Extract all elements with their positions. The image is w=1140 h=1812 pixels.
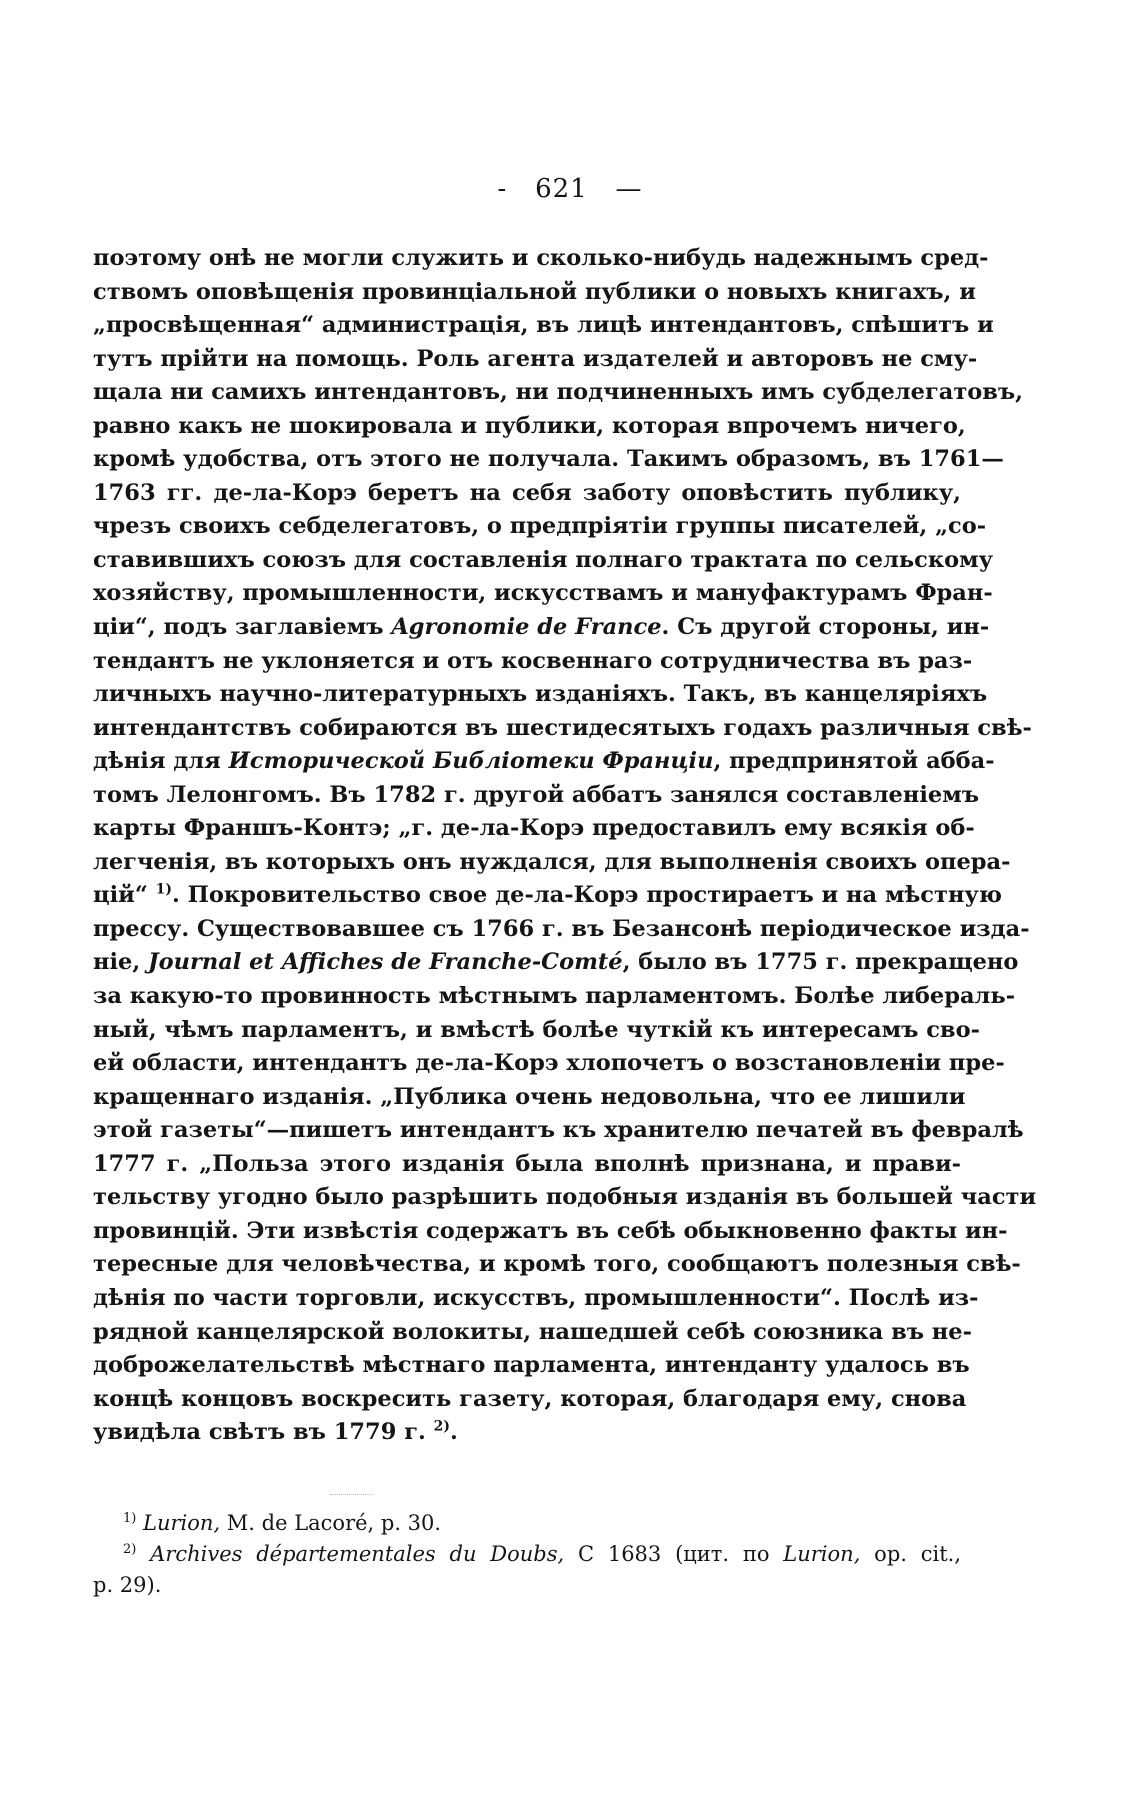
body-text-segment: чрезъ своихъ себделегатовъ, о предпріятіи группы писателей, „со- — [93, 513, 987, 540]
body-text-segment: этой газеты“—пишетъ интендантъ къ хранителю печатей въ февралѣ — [93, 1117, 1024, 1144]
body-text-segment: кромѣ удобства, отъ этого не получала. Такимъ образомъ, въ 1761— — [93, 446, 1004, 473]
body-line — [93, 1014, 980, 1048]
footnote-1-author: Lurion, — [143, 1511, 221, 1535]
footnote-2-text-b: op. cit., — [860, 1542, 961, 1566]
footnote-2-source: Archives départementales du Doubs, — [150, 1542, 565, 1566]
body-line — [93, 879, 1002, 913]
body-text-segment: прессу. Существовавшее съ 1766 г. въ Безансонѣ періодическое изда- — [93, 915, 1030, 942]
footnotes — [93, 1508, 961, 1601]
footnote-1-text: M. de Lacoré, p. 30. — [220, 1511, 442, 1535]
body-text-segment: . — [449, 1419, 458, 1446]
body-text-segment: ный, чѣмъ парламентъ, и вмѣстѣ болѣе чуткій къ интересамъ сво- — [93, 1016, 980, 1043]
body-line — [93, 745, 995, 779]
body-line — [93, 410, 966, 444]
body-text-segment: томъ Лелонгомъ. Въ 1782 г. другой аббатъ занялся составленіемъ — [93, 781, 980, 808]
body-text-segment: равно какъ не шокировала и публики, которая впрочемъ ничего, — [93, 412, 966, 439]
body-text-segment: 1777 г. „Польза этого изданія была вполнѣ признана, и прави- — [93, 1150, 961, 1177]
footnote-separator — [330, 1494, 372, 1495]
body-line — [93, 1081, 966, 1115]
body-line — [93, 846, 1011, 880]
body-text-segment: щала ни самихъ интендантовъ, ни подчиненныхъ имъ субделегатовъ, — [93, 379, 1024, 406]
body-line — [93, 1181, 1037, 1215]
body-line — [93, 1282, 979, 1316]
body-text-segment: рядной канцелярской волокиты, нашедшей себѣ союзника въ не- — [93, 1318, 972, 1345]
body-line — [93, 779, 980, 813]
italic-title: Исторической Библіотеки Франціи — [228, 748, 714, 775]
footnote-2-mark: 2) — [123, 1542, 137, 1557]
page-number — [0, 174, 1140, 204]
body-line — [93, 611, 990, 645]
body-text-segment: провинцій. Эти извѣстія содержатъ въ себѣ обыкновенно факты ин- — [93, 1217, 1008, 1244]
body-text-segment: доброжелательствѣ мѣстнаго парламента, интенданту удалось въ — [93, 1352, 970, 1379]
footnote-reference: 2) — [433, 1418, 450, 1435]
body-text-segment: легченія, въ которыхъ онъ нуждался, для выполненія своихъ опера- — [93, 848, 1011, 875]
body-text-segment: цій“ — [93, 882, 156, 909]
body-text-segment: кращеннаго изданія. „Публика очень недовольна, что ее лишили — [93, 1083, 966, 1110]
page-number-dash-left: - — [497, 174, 508, 204]
body-text-segment: дѣнія по части торговли, искусствъ, промышленности“. Послѣ из- — [93, 1284, 979, 1311]
body-text-segment: тельству угодно было разрѣшить подобныя изданія въ большей части — [93, 1184, 1037, 1211]
body-line — [93, 1148, 961, 1182]
body-text-segment: тутъ прійти на помощь. Роль агента издателей и авторовъ не сму- — [93, 345, 978, 372]
footnote-2-text-a: С 1683 (цит. по — [564, 1542, 784, 1566]
body-text-segment: , было въ 1775 г. прекращено — [622, 949, 1019, 976]
body-line — [93, 1047, 1005, 1081]
body-text-segment: ставившихъ союзъ для составленія полнаго трактата по сельскому — [93, 546, 994, 573]
body-text-segment: хозяйству, промышленности, искусствамъ и мануфактурамъ Фран- — [93, 580, 993, 607]
body-line — [93, 1215, 1008, 1249]
body-text-segment: концѣ концовъ воскресить газету, которая, благодаря ему, снова — [93, 1385, 967, 1412]
body-text-segment: карты Франшъ-Контэ; „г. де-ла-Корэ предоставилъ ему всякія об- — [93, 815, 975, 842]
body-line — [93, 577, 993, 611]
body-text-segment: . Покровительство свое де-ла-Корэ простираетъ и на мѣстную — [171, 882, 1002, 909]
body-text-segment: личныхъ научно-литературныхъ изданіяхъ. Такъ, въ канцеляріяхъ — [93, 681, 988, 708]
body-text-segment: . Съ другой стороны, ин- — [661, 614, 990, 641]
body-text-segment: тендантъ не уклоняется и отъ косвеннаго сотрудничества въ раз- — [93, 647, 973, 674]
body-text-segment: увидѣла свѣтъ въ 1779 г. — [93, 1419, 434, 1446]
body-line — [93, 812, 975, 846]
body-line — [93, 1114, 1024, 1148]
body-line — [93, 1416, 961, 1450]
body-line — [93, 1248, 1021, 1282]
footnote-reference: 1) — [155, 881, 172, 898]
footnote-2-author: Lurion, — [783, 1542, 861, 1566]
footnote-1 — [93, 1508, 961, 1539]
footnote-2-continuation: p. 29). — [93, 1573, 162, 1597]
body-line — [93, 242, 989, 276]
body-line — [93, 510, 987, 544]
body-text-segment: тересные для человѣчества, и кромѣ того, сообщаютъ полезныя свѣ- — [93, 1251, 1021, 1278]
body-text-segment: „просвѣщенная“ администрація, въ лицѣ интендантовъ, спѣшитъ и — [93, 312, 994, 339]
italic-title: Agronomie de France — [391, 614, 662, 641]
body-line — [93, 645, 973, 679]
body-text-segment: интендантствъ собираются въ шестидесятыхъ годахъ различныя свѣ- — [93, 714, 1032, 741]
footnote-2 — [93, 1539, 961, 1570]
body-text-segment: ей области, интендантъ де-ла-Корэ хлопочетъ о возстановленіи пре- — [93, 1050, 1005, 1077]
body-text-segment: ніе, — [93, 949, 148, 976]
body-line — [93, 443, 1004, 477]
page-number-value: 621 — [535, 174, 588, 204]
body-text-segment: 1763 гг. де-ла-Корэ беретъ на себя заботу оповѣстить публику, — [93, 479, 961, 506]
body-line — [93, 544, 994, 578]
body-line — [93, 913, 1030, 947]
italic-title: Journal et Affiches de Franche-Comté — [148, 949, 623, 976]
body-line — [93, 1383, 967, 1417]
footnote-1-mark: 1) — [123, 1511, 137, 1526]
body-text-segment: ствомъ оповѣщенія провинціальной публики о новыхъ книгахъ, и — [93, 278, 976, 305]
body-line — [93, 678, 988, 712]
body-line — [93, 980, 1016, 1014]
body-line — [93, 309, 994, 343]
body-line — [93, 276, 976, 310]
body-text-segment: поэтому онѣ не могли служить и сколько-нибудь надежнымъ сред- — [93, 245, 989, 271]
page-number-dash-right: — — [615, 174, 643, 204]
body-line — [93, 343, 978, 377]
body-text-segment: , предпринятой абба- — [713, 748, 995, 775]
body-line — [93, 1349, 970, 1383]
body-paragraph — [93, 242, 1037, 1450]
body-text-segment: ціи“, подъ заглавіемъ — [93, 614, 392, 641]
body-text-segment: дѣнія для — [93, 748, 229, 775]
body-line — [93, 712, 1032, 746]
body-text-segment: за какую-то провинность мѣстнымъ парламентомъ. Болѣе либераль- — [93, 983, 1016, 1010]
body-line — [93, 477, 961, 511]
body-line — [93, 946, 1019, 980]
body-line — [93, 1316, 972, 1350]
body-line — [93, 376, 1024, 410]
